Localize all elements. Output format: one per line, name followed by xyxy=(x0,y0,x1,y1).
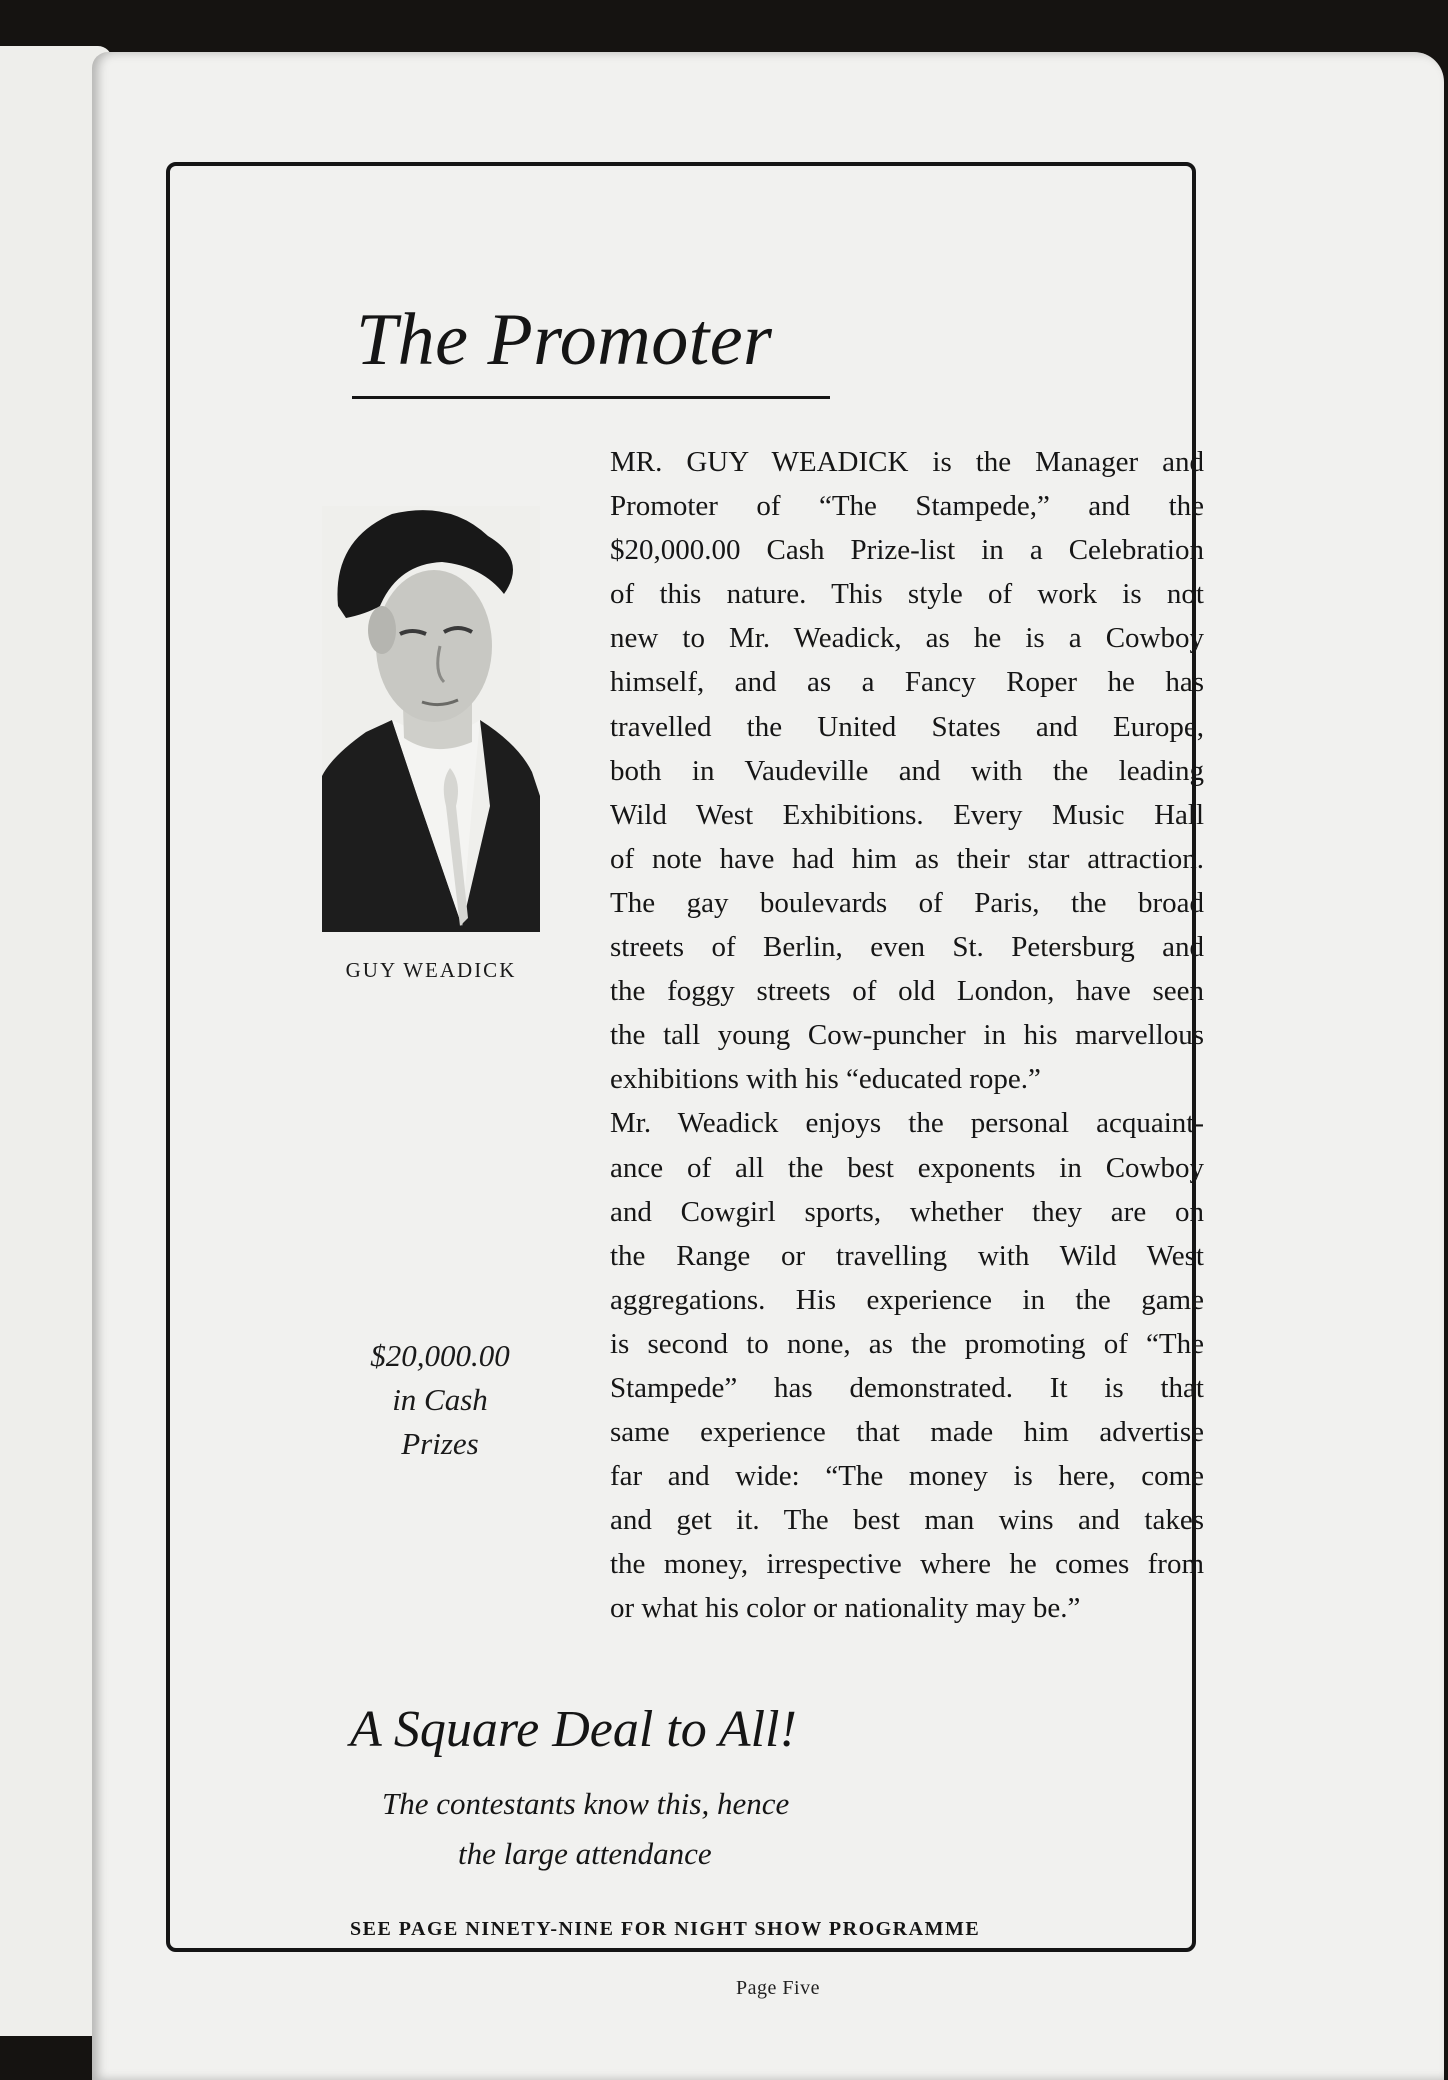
cash-prize-amount: $20,000.00 xyxy=(370,1338,510,1373)
body-line: the tall young Cow-puncher in his marvellous xyxy=(610,1019,1204,1052)
body-line: same experience that made him advertise xyxy=(610,1416,1204,1449)
body-line: Promoter of “The Stampede,” and the xyxy=(610,490,1204,523)
page-title: The Promoter xyxy=(356,299,773,381)
body-line: far and wide: “The money is here, come xyxy=(610,1460,1204,1493)
slogan-subline-2: the large attendance xyxy=(458,1836,712,1871)
body-line: streets of Berlin, even St. Petersburg and xyxy=(610,931,1204,964)
page-number: Page Five xyxy=(736,1977,820,1999)
body-line: the foggy streets of old London, have seen xyxy=(610,975,1204,1008)
body-line: and Cowgirl sports, whether they are on xyxy=(610,1195,1204,1228)
body-line: of note have had him as their star attraction. xyxy=(610,842,1204,875)
body-line: is second to none, as the promoting of “The xyxy=(610,1327,1204,1360)
cash-prize-in-cash: in Cash xyxy=(392,1382,488,1417)
body-line: Mr. Weadick enjoys the personal acquaint- xyxy=(610,1107,1204,1140)
cash-prize-prizes: Prizes xyxy=(401,1426,479,1461)
promoter-body-text xyxy=(610,440,1204,1631)
body-line: ance of all the best exponents in Cowboy xyxy=(610,1151,1204,1184)
body-line: the money, irrespective where he comes from xyxy=(610,1548,1204,1581)
body-line: MR. GUY WEADICK is the Manager and xyxy=(610,446,1204,478)
night-show-note: SEE PAGE NINETY-NINE FOR NIGHT SHOW PROGRAMME xyxy=(350,1918,981,1940)
body-line: or what his color or nationality may be.” xyxy=(610,1592,1081,1625)
body-line: both in Vaudeville and with the leading xyxy=(610,754,1204,787)
body-line: and get it. The best man wins and takes xyxy=(610,1504,1204,1537)
body-line: exhibitions with his “educated rope.” xyxy=(610,1063,1041,1096)
body-line: The gay boulevards of Paris, the broad xyxy=(610,886,1204,919)
cash-prize-note xyxy=(330,1334,550,1466)
body-line: Stampede” has demonstrated. It is that xyxy=(610,1371,1204,1404)
body-line: $20,000.00 Cash Prize-list in a Celebration xyxy=(610,534,1204,567)
body-line: aggregations. His experience in the game xyxy=(610,1283,1204,1316)
photo-caption: GUY WEADICK xyxy=(345,958,517,982)
body-line: travelled the United States and Europe, xyxy=(610,710,1204,743)
body-line: the Range or travelling with Wild West xyxy=(610,1239,1204,1272)
body-line: himself, and as a Fancy Roper he has xyxy=(610,666,1204,699)
body-line: new to Mr. Weadick, as he is a Cowboy xyxy=(610,622,1204,655)
slogan-subline-1: The contestants know this, hence xyxy=(382,1786,790,1821)
body-line: of this nature. This style of work is not xyxy=(610,578,1204,611)
slogan: A Square Deal to All! xyxy=(350,1701,797,1758)
title-underline xyxy=(352,396,830,399)
portrait-photo xyxy=(322,506,540,932)
body-line: Wild West Exhibitions. Every Music Hall xyxy=(610,798,1204,831)
